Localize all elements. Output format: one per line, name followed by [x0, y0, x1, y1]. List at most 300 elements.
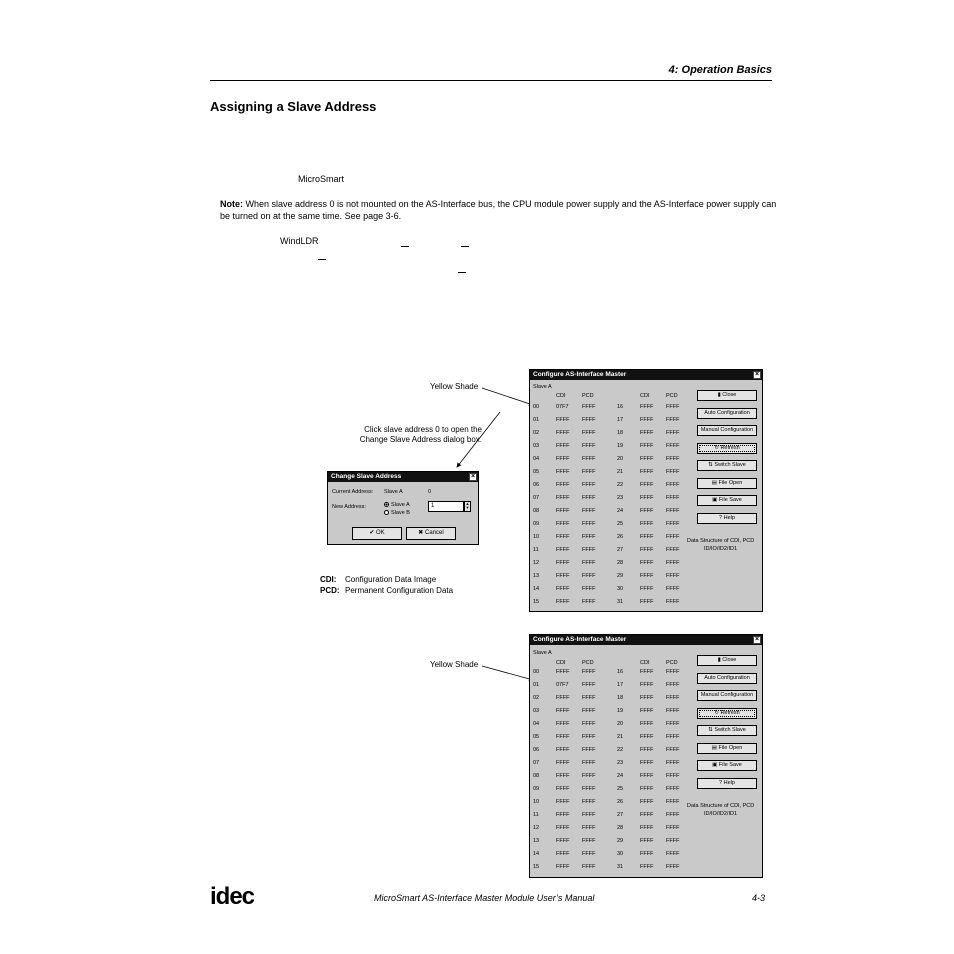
auto-configuration-label: Auto Configuration [704, 674, 750, 681]
pcd-cell: FFFF [582, 547, 596, 553]
address-cell[interactable]: 08 [533, 773, 540, 779]
address-cell[interactable]: 06 [533, 747, 540, 753]
auto-configuration-button[interactable] [697, 408, 757, 419]
cdi-cell: FFFF [640, 734, 654, 740]
cdi-cell: FFFF [640, 469, 654, 475]
windldr-text: WindLDR [280, 236, 319, 246]
close-button[interactable] [697, 655, 757, 666]
cdi-cell: FFFF [556, 864, 570, 870]
pcd-cell: FFFF [582, 773, 596, 779]
pcd-cell: FFFF [582, 469, 596, 475]
cdi-cell: FFFF [556, 560, 570, 566]
address-cell[interactable]: 11 [533, 812, 539, 818]
help-label: Help [723, 779, 735, 786]
manual-configuration-button[interactable] [697, 690, 757, 701]
address-cell[interactable]: 10 [533, 799, 540, 805]
address-cell[interactable]: 24 [617, 508, 624, 514]
address-cell[interactable]: 01 [533, 682, 540, 688]
cdi-cell: FFFF [640, 521, 654, 527]
cdi-cell: FFFF [640, 404, 654, 410]
col-pcd-header: PCD [582, 393, 594, 399]
cdi-cell: FFFF [556, 734, 570, 740]
address-cell[interactable]: 11 [533, 547, 539, 553]
switch-slave-icon: ⇅ [708, 727, 715, 733]
address-cell[interactable]: 13 [533, 838, 540, 844]
cdi-cell: FFFF [556, 469, 570, 475]
cdi-cell: FFFF [640, 534, 654, 540]
address-cell[interactable]: 17 [617, 682, 624, 688]
cdi-cell: FFFF [556, 721, 570, 727]
address-cell[interactable]: 02 [533, 695, 540, 701]
pcd-cell: FFFF [582, 669, 596, 675]
pcd-cell: FFFF [582, 695, 596, 701]
address-cell[interactable]: 16 [617, 669, 624, 675]
col-pcd-header: PCD [582, 660, 594, 666]
address-cell[interactable]: 08 [533, 508, 540, 514]
address-cell[interactable]: 21 [617, 469, 624, 475]
address-cell[interactable]: 09 [533, 786, 540, 792]
pcd-cell: FFFF [582, 573, 596, 579]
file-save-button[interactable] [697, 495, 757, 506]
col-cdi-header: CDI [640, 660, 650, 666]
click-callout-line2: Change Slave Address dialog box. [359, 435, 482, 444]
address-cell[interactable]: 06 [533, 482, 540, 488]
address-cell[interactable]: 15 [533, 864, 540, 870]
cdi-cell: FFFF [640, 547, 654, 553]
cdi-cell: FFFF [640, 430, 654, 436]
cdi-cell: FFFF [556, 534, 570, 540]
cdi-cell: FFFF [556, 669, 570, 675]
address-cell[interactable]: 12 [533, 560, 540, 566]
address-cell[interactable]: 18 [617, 430, 624, 436]
address-cell[interactable]: 23 [617, 495, 624, 501]
cdi-cell: FFFF [640, 573, 654, 579]
arrow-line [457, 412, 500, 467]
pcd-cell: FFFF [582, 734, 596, 740]
new-address-input[interactable]: 1 [428, 501, 464, 512]
cdi-cell: 07F7 [556, 404, 569, 410]
address-cell[interactable]: 14 [533, 586, 540, 592]
close-icon: ▮ [717, 392, 723, 398]
window-titlebar [530, 370, 762, 380]
cdi-cell: FFFF [556, 456, 570, 462]
help-button[interactable] [697, 778, 757, 789]
cdi-cell: FFFF [640, 851, 654, 857]
col-cdi-header: CDI [640, 393, 650, 399]
address-cell[interactable]: 26 [617, 799, 624, 805]
file-save-button[interactable] [697, 760, 757, 771]
pcd-cell: FFFF [666, 760, 680, 766]
page-number: 4-3 [752, 893, 766, 903]
close-icon[interactable]: × [470, 473, 476, 480]
pcd-cell: FFFF [582, 747, 596, 753]
pcd-cell: FFFF [666, 851, 680, 857]
current-address-value: 0 [428, 489, 432, 495]
manual-configuration-label: Manual Configuration [700, 692, 754, 698]
address-cell[interactable]: 00 [533, 669, 540, 675]
address-cell[interactable]: 30 [617, 851, 624, 857]
address-cell[interactable]: 17 [617, 417, 624, 423]
pcd-cell: FFFF [582, 482, 596, 488]
auto-configuration-button[interactable] [697, 673, 757, 684]
refresh-icon: ↻ [714, 709, 721, 716]
help-icon: ? [719, 514, 724, 521]
pcd-cell: FFFF [666, 734, 680, 740]
legend-pcd-text: Permanent Configuration Data [345, 586, 454, 595]
pcd-cell: FFFF [666, 786, 680, 792]
address-cell[interactable]: 05 [533, 734, 540, 740]
pcd-cell: FFFF [582, 443, 596, 449]
cancel-label: Cancel [425, 530, 444, 536]
cdi-cell: FFFF [556, 482, 570, 488]
pcd-cell: FFFF [582, 721, 596, 727]
cdi-cell: FFFF [556, 812, 570, 818]
address-cell[interactable]: 28 [617, 825, 624, 831]
slave-label: Slave A [533, 650, 552, 656]
change-slave-address-dialog [327, 471, 479, 545]
idec-logo: idec [210, 883, 255, 910]
address-cell[interactable]: 27 [617, 547, 624, 553]
close-icon[interactable]: × [754, 371, 760, 378]
pcd-cell: FFFF [666, 864, 680, 870]
pcd-cell: FFFF [666, 812, 680, 818]
cdi-cell: FFFF [556, 773, 570, 779]
cdi-cell: FFFF [556, 760, 570, 766]
cdi-cell: FFFF [640, 482, 654, 488]
help-icon: ? [719, 779, 724, 786]
cdi-cell: FFFF [640, 443, 654, 449]
cdi-cell: FFFF [640, 508, 654, 514]
pcd-cell: FFFF [582, 560, 596, 566]
pcd-cell: FFFF [582, 851, 596, 857]
help-button[interactable] [697, 513, 757, 524]
pcd-cell: FFFF [666, 534, 680, 540]
address-cell[interactable]: 31 [617, 599, 624, 605]
refresh-label: Refresh [720, 709, 740, 716]
cancel-button[interactable] [406, 527, 456, 540]
address-cell[interactable]: 23 [617, 760, 624, 766]
radio-slave-a[interactable] [384, 502, 410, 509]
pcd-cell: FFFF [666, 469, 680, 475]
cdi-cell: FFFF [640, 799, 654, 805]
switch-slave-label: Switch Slave [714, 462, 746, 468]
cdi-cell: FFFF [640, 682, 654, 688]
address-cell[interactable]: 19 [617, 708, 624, 714]
pcd-cell: FFFF [582, 786, 596, 792]
cdi-cell: FFFF [640, 786, 654, 792]
address-cell[interactable]: 10 [533, 534, 540, 540]
pcd-cell: FFFF [666, 586, 680, 592]
section-title: Assigning a Slave Address [210, 99, 377, 114]
cdi-cell: FFFF [556, 708, 570, 714]
refresh-icon: ↻ [714, 444, 721, 451]
pcd-cell: FFFF [582, 812, 596, 818]
address-cell[interactable]: 02 [533, 430, 540, 436]
cdi-cell: FFFF [556, 417, 570, 423]
refresh-button[interactable] [697, 443, 757, 454]
address-cell[interactable]: 09 [533, 521, 540, 527]
address-cell[interactable]: 19 [617, 443, 624, 449]
address-cell[interactable]: 07 [533, 495, 540, 501]
cdi-cell: FFFF [556, 851, 570, 857]
legend-cdi-label: CDI: [320, 575, 337, 584]
cdi-cell: FFFF [640, 812, 654, 818]
structure-label: Data Structure of CDI, PCD [687, 538, 755, 544]
pcd-cell: FFFF [582, 456, 596, 462]
pcd-cell: FFFF [666, 599, 680, 605]
file-save-icon: ▣ [712, 762, 719, 768]
file-open-label: File Open [718, 744, 743, 751]
address-cell[interactable]: 00 [533, 404, 540, 410]
pcd-cell: FFFF [582, 825, 596, 831]
cdi-cell: FFFF [640, 495, 654, 501]
pcd-cell: FFFF [666, 573, 680, 579]
legend-pcd [320, 586, 454, 596]
cdi-cell: FFFF [556, 495, 570, 501]
window-title: Configure AS-Interface Master [533, 371, 627, 378]
address-cell[interactable]: 22 [617, 482, 624, 488]
cdi-cell: FFFF [640, 599, 654, 605]
file-open-icon: ▤ [711, 744, 719, 751]
pcd-cell: FFFF [666, 682, 680, 688]
refresh-label: Refresh [720, 444, 740, 451]
dialog-titlebar [328, 472, 478, 482]
cdi-cell: FFFF [640, 838, 654, 844]
radio-selected-icon [384, 502, 389, 507]
close-button[interactable] [697, 390, 757, 401]
cdi-cell: FFFF [640, 560, 654, 566]
window-title: Configure AS-Interface Master [533, 636, 627, 643]
col-pcd-header: PCD [666, 660, 678, 666]
cdi-cell: FFFF [556, 799, 570, 805]
pcd-cell: FFFF [666, 508, 680, 514]
arrow-line [482, 666, 533, 680]
pcd-cell: FFFF [666, 430, 680, 436]
note-text: When slave address 0 is not mounted on the AS-Interface bus, the CPU module power supply and the AS-Interface power supply can be turned on at the same time. See page 3-6. [220, 199, 777, 221]
configure-master-window-before [529, 369, 763, 612]
address-cell[interactable]: 30 [617, 586, 624, 592]
cdi-cell: FFFF [556, 508, 570, 514]
structure-value: ID/IO/ID2/ID1 [704, 811, 738, 817]
note-label: Note: [220, 199, 243, 209]
footer-manual-title: MicroSmart AS-Interface Master Module User’s Manual [374, 893, 595, 903]
file-open-label: File Open [718, 479, 743, 486]
address-cell[interactable]: 24 [617, 773, 624, 779]
address-cell[interactable]: 13 [533, 573, 540, 579]
file-open-button[interactable] [697, 743, 757, 754]
switch-slave-button[interactable] [697, 460, 757, 471]
pcd-cell: FFFF [666, 799, 680, 805]
address-cell[interactable]: 16 [617, 404, 624, 410]
cdi-cell: FFFF [640, 825, 654, 831]
pcd-cell: FFFF [582, 417, 596, 423]
switch-slave-label: Switch Slave [714, 727, 746, 733]
pcd-cell: FFFF [666, 838, 680, 844]
pcd-cell: FFFF [582, 404, 596, 410]
cdi-cell: FFFF [556, 786, 570, 792]
pcd-cell: FFFF [582, 838, 596, 844]
cdi-cell: FFFF [556, 599, 570, 605]
switch-slave-button[interactable] [697, 725, 757, 736]
current-slave-value: Slave A [384, 489, 403, 495]
address-cell[interactable]: 04 [533, 456, 540, 462]
cdi-cell: FFFF [556, 586, 570, 592]
pcd-cell: FFFF [666, 721, 680, 727]
cdi-cell: FFFF [640, 760, 654, 766]
structure-value: ID/IO/ID2/ID1 [704, 546, 738, 552]
refresh-button[interactable] [697, 708, 757, 719]
ok-label: OK [376, 530, 385, 536]
pcd-cell: FFFF [582, 708, 596, 714]
cdi-cell: FFFF [556, 747, 570, 753]
pcd-cell: FFFF [582, 599, 596, 605]
slave-label: Slave A [533, 384, 552, 390]
address-cell[interactable]: 12 [533, 825, 540, 831]
pcd-cell: FFFF [582, 534, 596, 540]
pcd-cell: FFFF [666, 404, 680, 410]
spinner-icon[interactable]: ▲ ▼ [465, 501, 470, 510]
pcd-cell: FFFF [666, 417, 680, 423]
cdi-cell: FFFF [556, 443, 570, 449]
pcd-cell: FFFF [582, 586, 596, 592]
pcd-cell: FFFF [666, 482, 680, 488]
address-cell[interactable]: 28 [617, 560, 624, 566]
address-cell[interactable]: 29 [617, 573, 624, 579]
running-header: 4: Operation Basics [668, 64, 772, 76]
close-icon: ▮ [717, 657, 723, 663]
pcd-cell: FFFF [666, 708, 680, 714]
close-icon[interactable]: × [754, 636, 760, 643]
address-cell[interactable]: 21 [617, 734, 624, 740]
file-open-icon: ▤ [711, 479, 719, 486]
radio-slave-a-label: Slave A [391, 502, 410, 508]
pcd-cell: FFFF [582, 760, 596, 766]
close-label: Close [722, 392, 737, 398]
cdi-cell: FFFF [640, 864, 654, 870]
file-save-icon: ▣ [712, 497, 719, 503]
close-label: Close [722, 657, 737, 663]
pcd-cell: FFFF [582, 682, 596, 688]
cross-icon: ✖ [418, 530, 425, 536]
pcd-cell: FFFF [582, 495, 596, 501]
pcd-cell: FFFF [582, 521, 596, 527]
address-cell[interactable]: 29 [617, 838, 624, 844]
col-cdi-header: CDI [556, 660, 566, 666]
pcd-cell: FFFF [666, 547, 680, 553]
address-cell[interactable]: 22 [617, 747, 624, 753]
pcd-cell: FFFF [666, 669, 680, 675]
microsmart-text: MicroSmart [298, 174, 345, 184]
file-open-button[interactable] [697, 478, 757, 489]
radio-empty-icon [384, 510, 389, 515]
address-cell[interactable]: 01 [533, 417, 540, 423]
address-cell[interactable]: 20 [617, 456, 624, 462]
click-callout-line1: Click slave address 0 to open the [364, 425, 482, 434]
col-pcd-header: PCD [666, 393, 678, 399]
pcd-cell: FFFF [582, 799, 596, 805]
pcd-cell: FFFF [582, 864, 596, 870]
col-cdi-header: CDI [556, 393, 566, 399]
address-cell[interactable]: 03 [533, 708, 540, 714]
dialog-title: Change Slave Address [331, 473, 402, 480]
pcd-cell: FFFF [666, 747, 680, 753]
auto-configuration-label: Auto Configuration [704, 409, 750, 416]
cdi-cell: FFFF [640, 669, 654, 675]
manual-configuration-label: Manual Configuration [700, 427, 754, 433]
file-save-label: File Save [718, 497, 742, 503]
manual-configuration-button[interactable] [697, 425, 757, 436]
yellow-shade-callout: Yellow Shade [430, 660, 479, 669]
address-cell[interactable]: 27 [617, 812, 624, 818]
pcd-cell: FFFF [666, 521, 680, 527]
pcd-cell: FFFF [666, 560, 680, 566]
radio-slave-b[interactable] [384, 510, 410, 517]
address-cell[interactable]: 26 [617, 534, 624, 540]
cdi-cell: FFFF [556, 521, 570, 527]
pcd-cell: FFFF [666, 773, 680, 779]
address-cell[interactable]: 05 [533, 469, 540, 475]
legend-cdi [320, 575, 437, 585]
address-cell[interactable]: 04 [533, 721, 540, 727]
address-cell[interactable]: 18 [617, 695, 624, 701]
cdi-cell: FFFF [640, 708, 654, 714]
file-save-label: File Save [718, 762, 742, 768]
legend-cdi-text: Configuration Data Image [345, 575, 437, 584]
switch-slave-icon: ⇅ [708, 462, 715, 468]
address-cell[interactable]: 20 [617, 721, 624, 727]
cdi-cell: FFFF [556, 825, 570, 831]
cdi-cell: FFFF [640, 586, 654, 592]
cdi-cell: FFFF [556, 573, 570, 579]
cdi-cell: FFFF [556, 695, 570, 701]
address-cell[interactable]: 07 [533, 760, 540, 766]
cdi-cell: FFFF [640, 456, 654, 462]
address-cell[interactable]: 25 [617, 786, 624, 792]
help-label: Help [723, 514, 735, 521]
ok-button[interactable] [352, 527, 402, 540]
new-address-label: New Address: [332, 504, 366, 510]
legend-pcd-label: PCD: [320, 586, 340, 595]
configure-master-window-after [529, 634, 763, 878]
cdi-cell: FFFF [640, 695, 654, 701]
address-cell[interactable]: 31 [617, 864, 624, 870]
radio-slave-b-label: Slave B [391, 510, 410, 516]
address-cell[interactable]: 03 [533, 443, 540, 449]
cdi-cell: FFFF [556, 430, 570, 436]
pcd-cell: FFFF [666, 825, 680, 831]
window-titlebar [530, 635, 762, 645]
cdi-cell: FFFF [556, 547, 570, 553]
address-cell[interactable]: 15 [533, 599, 540, 605]
pcd-cell: FFFF [666, 495, 680, 501]
yellow-shade-callout: Yellow Shade [430, 382, 479, 391]
pcd-cell: FFFF [666, 695, 680, 701]
address-cell[interactable]: 14 [533, 851, 540, 857]
cdi-cell: FFFF [556, 838, 570, 844]
structure-label: Data Structure of CDI, PCD [687, 803, 755, 809]
pcd-cell: FFFF [666, 443, 680, 449]
cdi-cell: FFFF [640, 773, 654, 779]
pcd-cell: FFFF [582, 430, 596, 436]
address-cell[interactable]: 25 [617, 521, 624, 527]
current-address-label: Current Address: [332, 489, 374, 495]
cdi-cell: FFFF [640, 747, 654, 753]
cdi-cell: FFFF [640, 721, 654, 727]
cdi-cell: FFFF [640, 417, 654, 423]
arrow-line [482, 388, 533, 405]
pcd-cell: FFFF [582, 508, 596, 514]
pcd-cell: FFFF [666, 456, 680, 462]
